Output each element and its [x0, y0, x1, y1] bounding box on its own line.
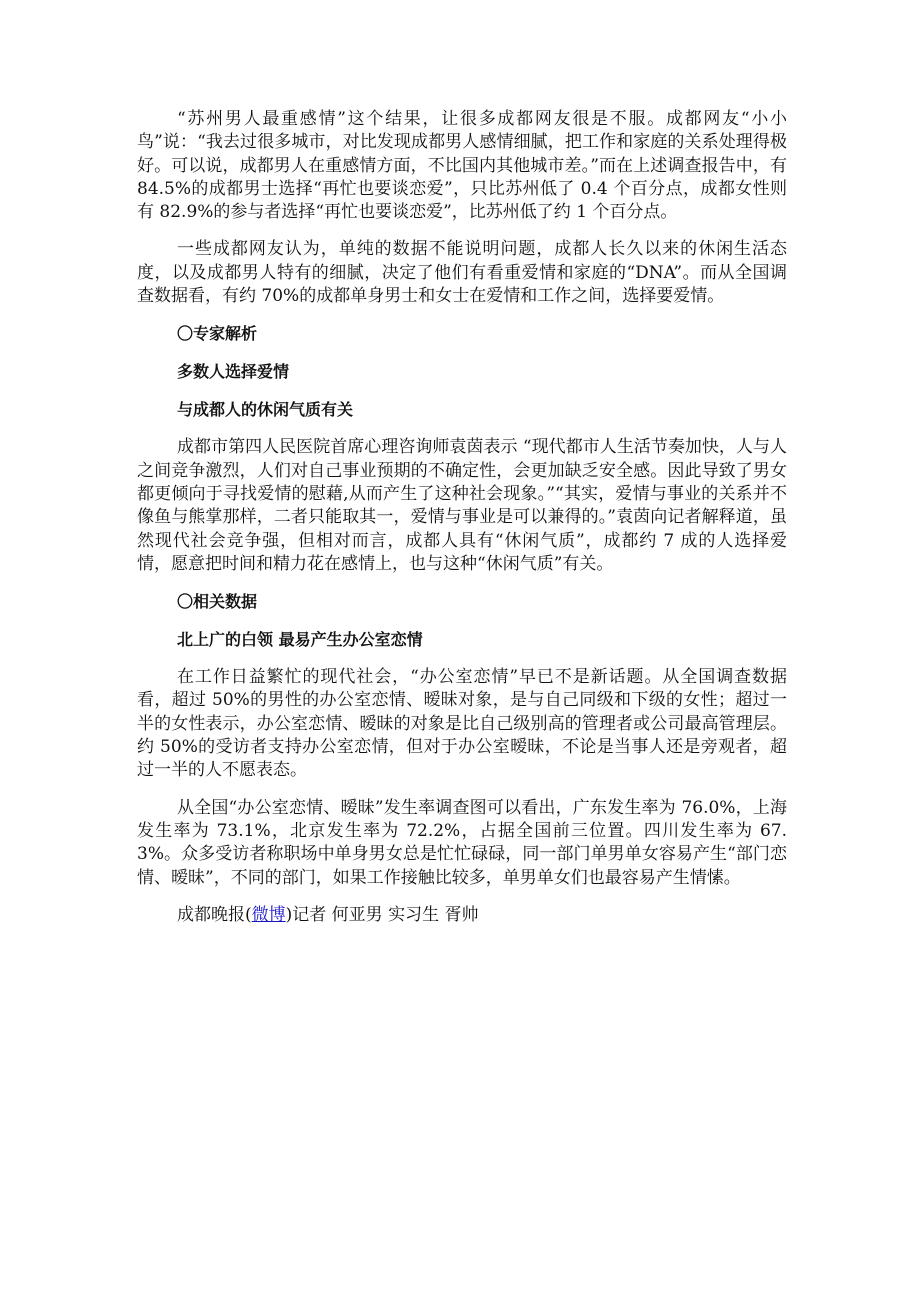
paragraph-netizen-opinion: 一些成都网友认为，单纯的数据不能说明问题，成都人长久以来的休闲生活态度，以及成都男人特有的细腻，决定了他们有看重爱情和家庭的“DNA”。而从全国调查数据看，有约 70%的成都单身男士和女士在爱情和工作之间，选择要爱情。: [137, 239, 787, 307]
paragraph-psychologist-quote: 成都市第四人民医院首席心理咨询师袁茵表示 “现代都市人生活节奏加快，人与人之间竞争激烈，人们对自己事业预期的不确定性，会更加缺乏安全感。因此导致了男女都更倾向于寻找爱情的慰藉,从而产生了这种社会现象。”“其实，爱情与事业的关系并不像鱼与熊掌那样，二者只能取其一，爱情与事业是可以兼得的。”袁茵向记者解释道，虽然现代社会竞争强，但相对而言，成都人具有“休闲气质”，成都约 7 成的人选择爱情，愿意把时间和精力花在感情上，也与这种“休闲气质”有关。: [137, 437, 787, 574]
subheading-office-romance: 北上广的白领 最易产生办公室恋情: [177, 630, 423, 650]
subheading-majority-choose-love: 多数人选择爱情: [177, 362, 290, 382]
byline-reporters: )记者 何亚男 实习生 胥帅: [285, 904, 479, 925]
section-heading-related-data: 〇相关数据: [177, 592, 258, 612]
paragraph-regional-rates: 从全国“办公室恋情、暧昧”发生率调查图可以看出，广东发生率为 76.0%，上海发生率为 73.1%，北京发生率为 72.2%，占据全国前三位置。四川发生率为 67.3%。众多受访者称职场中单身男女总是忙忙碌碌，同一部门单男单女容易产生“部门恋情、暧昧”，不同的部门，如果工作接触比较多，单男单女们也最容易产生情愫。: [137, 797, 787, 888]
byline-prefix: 成都晚报(: [177, 904, 252, 925]
weibo-link[interactable]: 微博: [251, 904, 286, 925]
paragraph-office-romance-survey: 在工作日益繁忙的现代社会，“办公室恋情”早已不是新话题。从全国调查数据看，超过 50%的男性的办公室恋情、暧昧对象，是与自己同级和下级的女性；超过一半的女性表示，办公室恋情、暧昧的对象是比自己级别高的管理者或公司最高管理层。约 50%的受访者支持办公室恋情，但对于办公室暧昧，不论是当事人还是旁观者，超过一半的人不愿表态。: [137, 667, 787, 781]
byline: [137, 904, 787, 927]
subheading-leisure-temperament: 与成都人的休闲气质有关: [177, 400, 354, 420]
paragraph-suzhou-result: “苏州男人最重感情”这个结果，让很多成都网友很是不服。成都网友“小小鸟”说：“我去过很多城市，对比发现成都男人感情细腻，把工作和家庭的关系处理得极好。可以说，成都男人在重感情方面，不比国内其他城市差。”而在上述调查报告中，有 84.5%的成都男士选择“再忙也要谈恋爱”，只比苏州低了 0.4 个百分点，成都女性则有 82.9%的参与者选择“再忙也要谈恋爱”，比苏州低了约 1 个百分点。: [137, 109, 787, 223]
article-body: [137, 108, 787, 927]
section-heading-expert-analysis: 〇专家解析: [177, 324, 258, 344]
